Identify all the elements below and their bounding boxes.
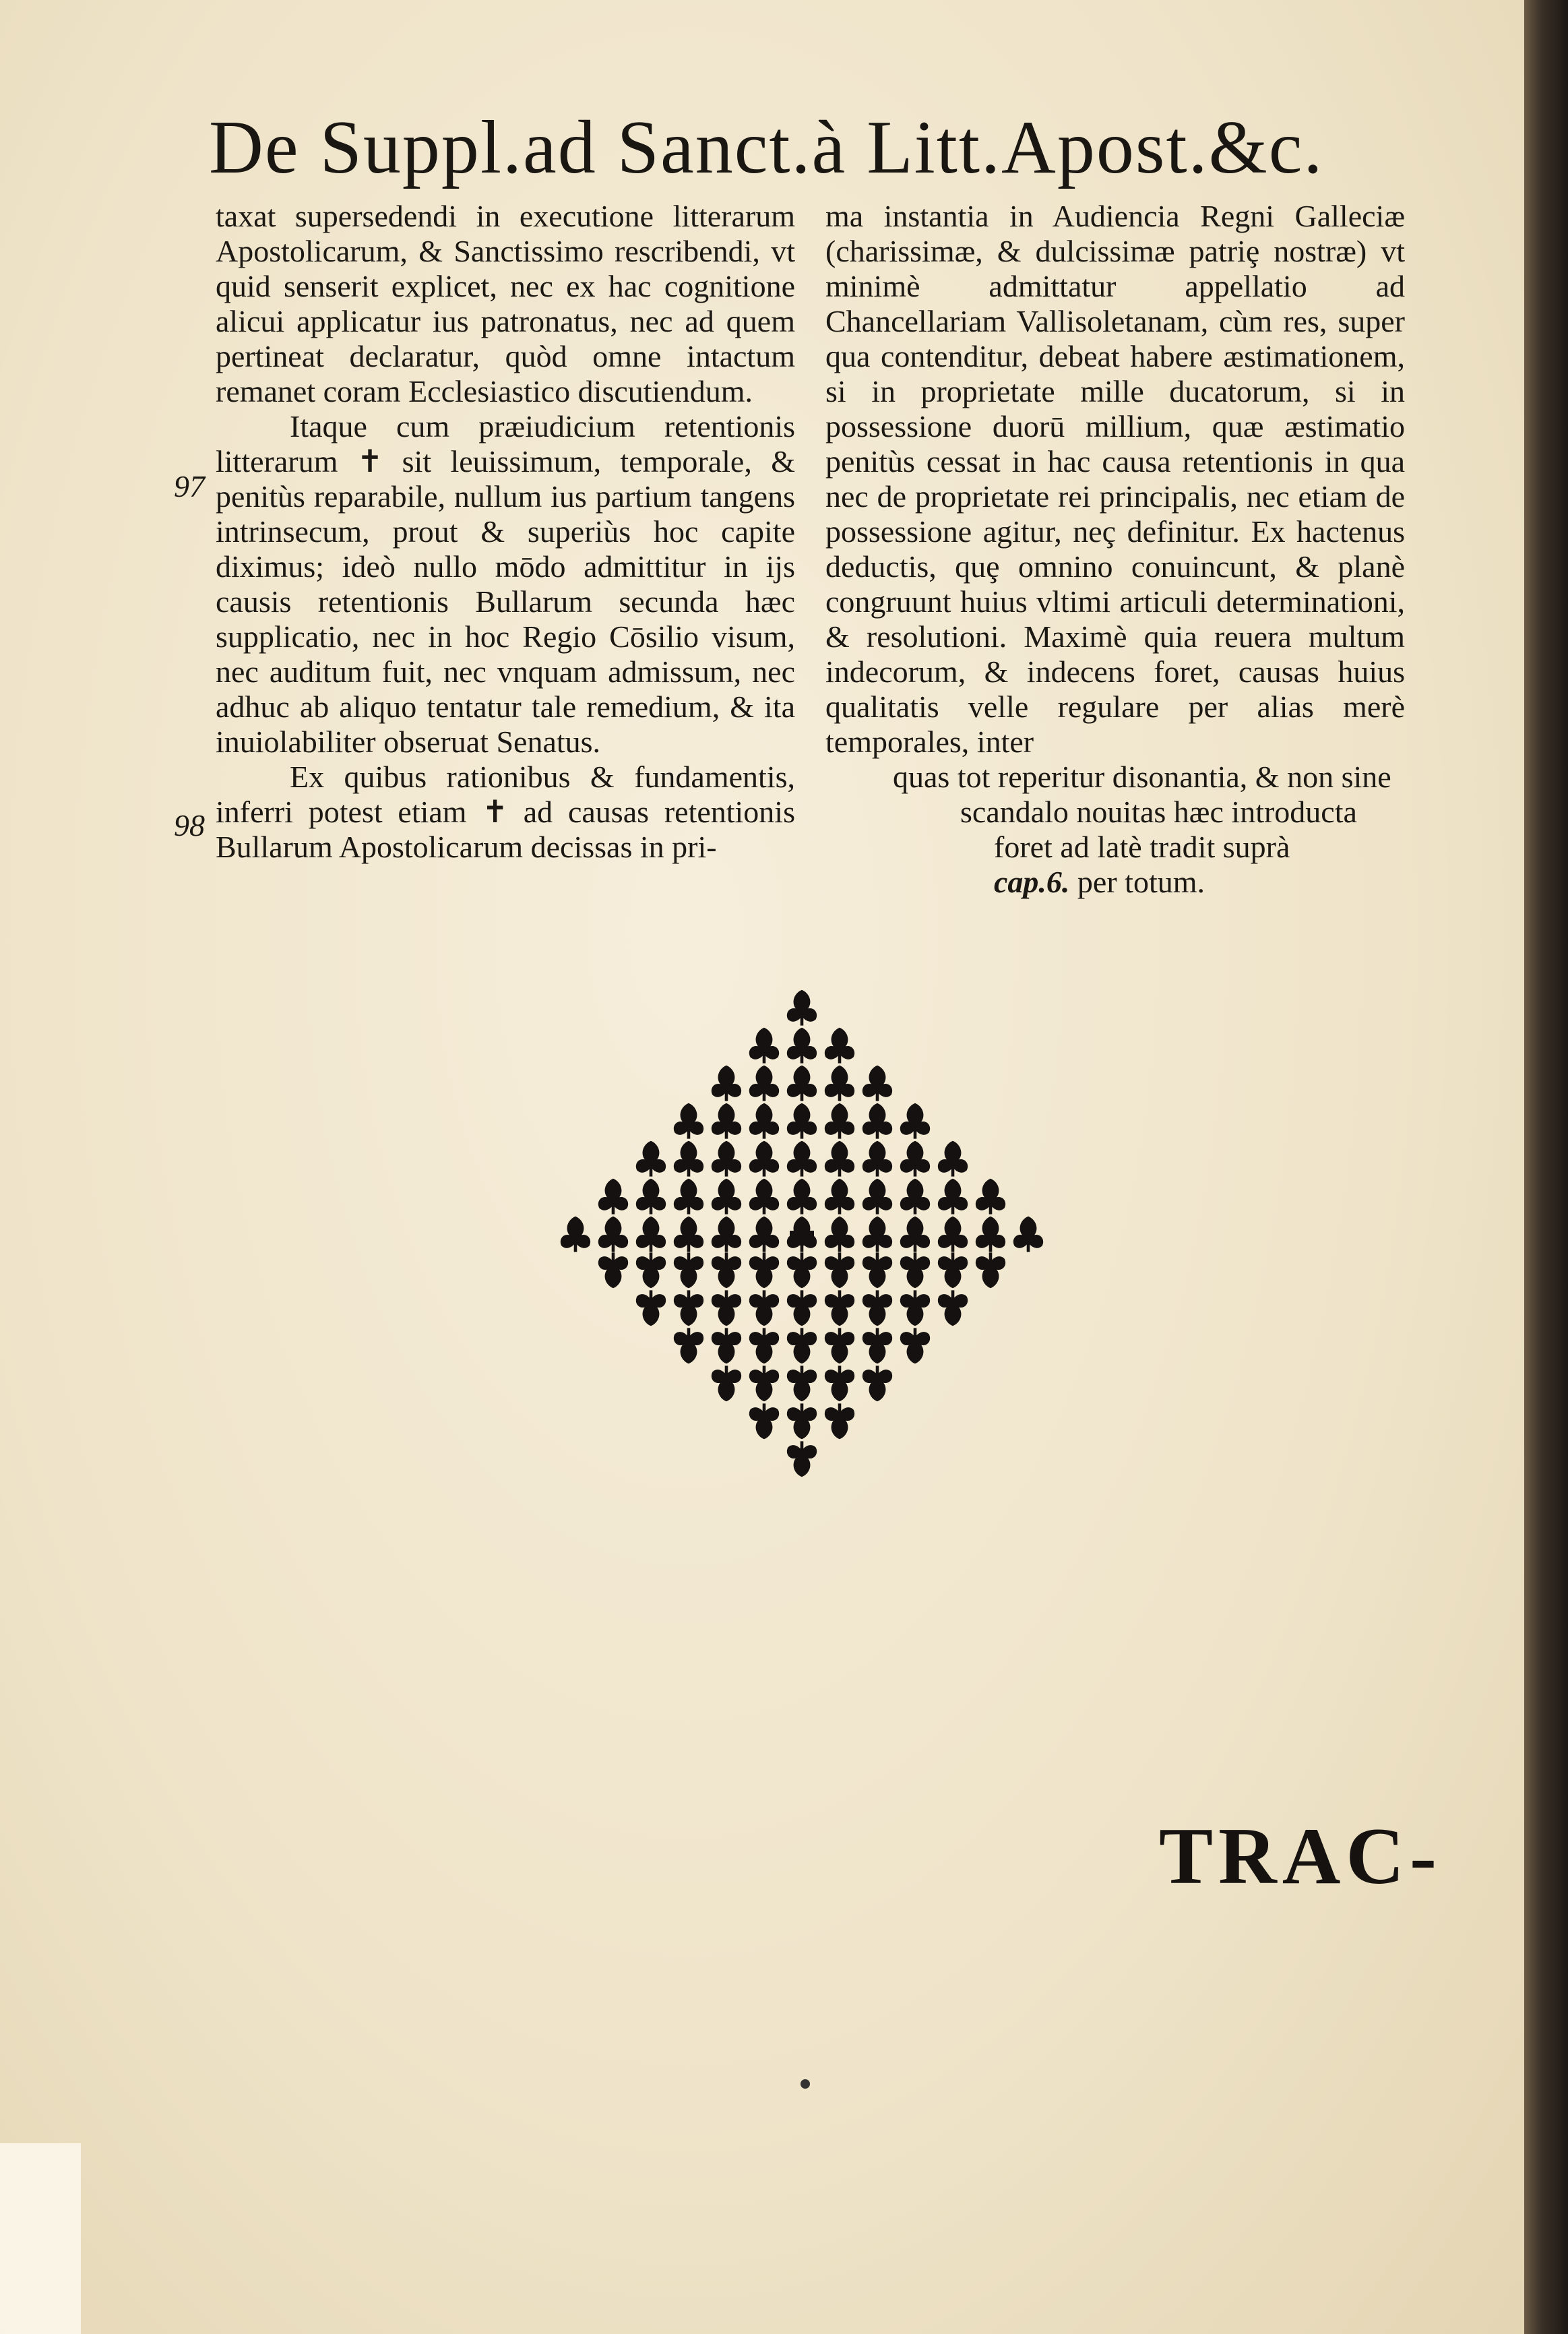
fleuron-leaf xyxy=(825,1028,854,1064)
fleuron-leaf xyxy=(900,1179,930,1215)
fleuron-leaf xyxy=(787,1290,817,1326)
fleuron-leaf xyxy=(787,1028,817,1064)
fleuron-leaf xyxy=(863,1290,892,1326)
fleuron-leaf xyxy=(787,1441,817,1477)
margin-number-98: 98 xyxy=(174,808,205,842)
fleuron-leaf xyxy=(749,1028,779,1064)
fleuron-leaf xyxy=(598,1252,628,1288)
fleuron-leaf xyxy=(825,1365,854,1401)
fleuron-leaf xyxy=(938,1290,968,1326)
fleuron-leaf xyxy=(712,1365,741,1401)
closing-line: scandalo nouitas hæc introducta xyxy=(960,795,1357,829)
fleuron-leaf xyxy=(674,1179,703,1215)
fleuron-leaf xyxy=(787,1365,817,1401)
fleuron-leaf xyxy=(938,1141,968,1177)
fleuron-leaf xyxy=(636,1217,666,1252)
chapter-reference: cap.6. xyxy=(994,865,1070,899)
fleuron-leaf xyxy=(674,1252,703,1288)
margin-number-97: 97 xyxy=(174,469,205,503)
fleuron-leaf xyxy=(712,1103,741,1139)
closing-line: quas tot reperitur disonantia, & non sine xyxy=(893,760,1391,794)
paragraph: Itaque cum præiudicium retentionis litterarum ✝ sit leuissimum, temporale, & penitùs reparabile, nullum ius partium tangens intrinsecum, prout & superiùs hoc capite diximus; ideò nullo mōdo admittitur in ijs causis retentionis Bullarum secunda hæc supplicatio, nec in hoc Regio Cōsilio visum, nec auditum fuit, nec vnquam admissum, nec adhuc ab aliquo tentatur tale remedium, & ita inuiolabiliter obseruat Senatus. xyxy=(216,409,795,759)
fleuron-leaf xyxy=(561,1217,590,1252)
fleuron-leaf xyxy=(976,1252,1005,1288)
fleuron-leaf xyxy=(900,1328,930,1363)
fleuron-leaf xyxy=(787,1103,817,1139)
fleuron-leaf xyxy=(900,1290,930,1326)
fleuron-leaf xyxy=(863,1252,892,1288)
fleuron-leaf xyxy=(825,1252,854,1288)
fleuron-leaf xyxy=(749,1179,779,1215)
fleuron-leaf xyxy=(674,1290,703,1326)
fleuron-leaf xyxy=(825,1290,854,1326)
fleuron-leaf xyxy=(712,1066,741,1101)
fleuron-leaf xyxy=(749,1365,779,1401)
fleuron-leaf xyxy=(787,1328,817,1363)
fleuron-leaf xyxy=(825,1141,854,1177)
fleuron-leaf xyxy=(749,1403,779,1439)
closing-lines xyxy=(825,760,1405,900)
right-column xyxy=(825,199,1405,900)
fleuron-leaf xyxy=(825,1103,854,1139)
fleuron-leaf xyxy=(976,1179,1005,1215)
fleuron-leaf xyxy=(749,1252,779,1288)
fleuron-leaf xyxy=(674,1141,703,1177)
fleuron-leaf xyxy=(749,1141,779,1177)
fleuron-leaf xyxy=(674,1328,703,1363)
fleuron-leaf xyxy=(674,1217,703,1252)
fleuron-leaf xyxy=(787,1141,817,1177)
fleuron-leaf xyxy=(749,1217,779,1252)
catchword: TRAC- xyxy=(1159,1811,1442,1901)
fleuron-leaf xyxy=(598,1179,628,1215)
fleuron-leaf xyxy=(749,1066,779,1101)
fleuron-leaf xyxy=(863,1365,892,1401)
ink-dot xyxy=(801,2079,810,2089)
fleuron-leaf xyxy=(976,1217,1005,1252)
fleuron-leaf xyxy=(636,1290,666,1326)
fleuron-leaf xyxy=(863,1141,892,1177)
fleuron-leaf xyxy=(712,1217,741,1252)
closing-line: foret ad latè tradit suprà xyxy=(994,830,1290,864)
fleuron-leaf xyxy=(749,1290,779,1326)
fleuron-leaf xyxy=(787,1252,817,1288)
fleuron-leaf xyxy=(787,1403,817,1439)
fleuron-leaf xyxy=(900,1252,930,1288)
fleuron-leaf xyxy=(938,1217,968,1252)
fleuron-ornament-icon xyxy=(526,984,1078,1510)
fleuron-leaf xyxy=(938,1252,968,1288)
fleuron-leaf xyxy=(712,1290,741,1326)
fleuron-leaf xyxy=(636,1252,666,1288)
closing-line xyxy=(825,865,1405,900)
closing-text: per totum. xyxy=(1077,865,1205,899)
fleuron-leaf xyxy=(825,1217,854,1252)
fleuron-leaf xyxy=(825,1179,854,1215)
fleuron-leaf xyxy=(712,1252,741,1288)
fleuron-leaf xyxy=(900,1217,930,1252)
fleuron-leaf xyxy=(787,1066,817,1101)
fleuron-leaf xyxy=(598,1217,628,1252)
fleuron-leaf xyxy=(712,1328,741,1363)
fleuron-leaf xyxy=(863,1328,892,1363)
fleuron-leaf xyxy=(712,1179,741,1215)
fleuron-leaf xyxy=(674,1103,703,1139)
fleuron-leaf xyxy=(1013,1217,1043,1252)
fleuron-leaf xyxy=(712,1141,741,1177)
fleuron-leaf xyxy=(863,1217,892,1252)
paragraph: taxat supersedendi in executione litterarum Apostolicarum, & Sanctissimo rescribendi, vt quid senserit explicet, nec ex hac cognitione alicui applicatur ius patronatus, nec ad quem pertineat declaratur, quòd omne intactum remanet coram Ecclesiastico discutiendum. xyxy=(216,199,795,408)
paragraph: Ex quibus rationibus & fundamentis, inferri potest etiam ✝ ad causas retentionis Bullarum Apostolicarum decissas in pri- xyxy=(216,760,795,864)
fleuron-leaf xyxy=(900,1141,930,1177)
fleuron-leaf xyxy=(636,1141,666,1177)
fleuron-leaf xyxy=(825,1403,854,1439)
fleuron-leaf xyxy=(787,990,817,1026)
page-tear xyxy=(0,2143,81,2334)
fleuron-leaf xyxy=(825,1328,854,1363)
fleuron-leaf xyxy=(900,1103,930,1139)
paragraph: ma instantia in Audiencia Regni Galleciæ (charissimæ, & dulcissimæ patriȩ nostræ) vt minimè admittatur appellatio ad Chancellariam Vallisoletanam, cùm res, super qua contenditur, debeat habere æstimationem, si in proprietate mille ducatorum, si in possessione duorū millium, quæ æstimatio penitùs cessat in hac causa retentionis in qua nec de proprietate rei principalis, nec etiam de possessione agitur, neç definitur. Ex hactenus deductis, quȩ omnino conuincunt, & planè congruunt huius vltimi articuli determinationi, & resolutioni. Maximè quia reuera multum indecorum, & indecens foret, causas huius qualitatis velle regulare per alias merè temporales, inter xyxy=(825,199,1405,759)
fleuron-leaf xyxy=(636,1179,666,1215)
fleuron-leaf xyxy=(938,1179,968,1215)
running-header: De Suppl.ad Sanct.à Litt.Apost.&c. xyxy=(209,106,1324,189)
left-column xyxy=(216,199,795,865)
fleuron-leaf xyxy=(749,1328,779,1363)
fleuron-leaf xyxy=(787,1179,817,1215)
fleuron-leaf xyxy=(863,1103,892,1139)
fleuron-leaf xyxy=(825,1066,854,1101)
fleuron-leaf xyxy=(863,1066,892,1101)
fleuron-leaf xyxy=(749,1103,779,1139)
book-edge xyxy=(1524,0,1568,2334)
fleuron-leaf xyxy=(863,1179,892,1215)
